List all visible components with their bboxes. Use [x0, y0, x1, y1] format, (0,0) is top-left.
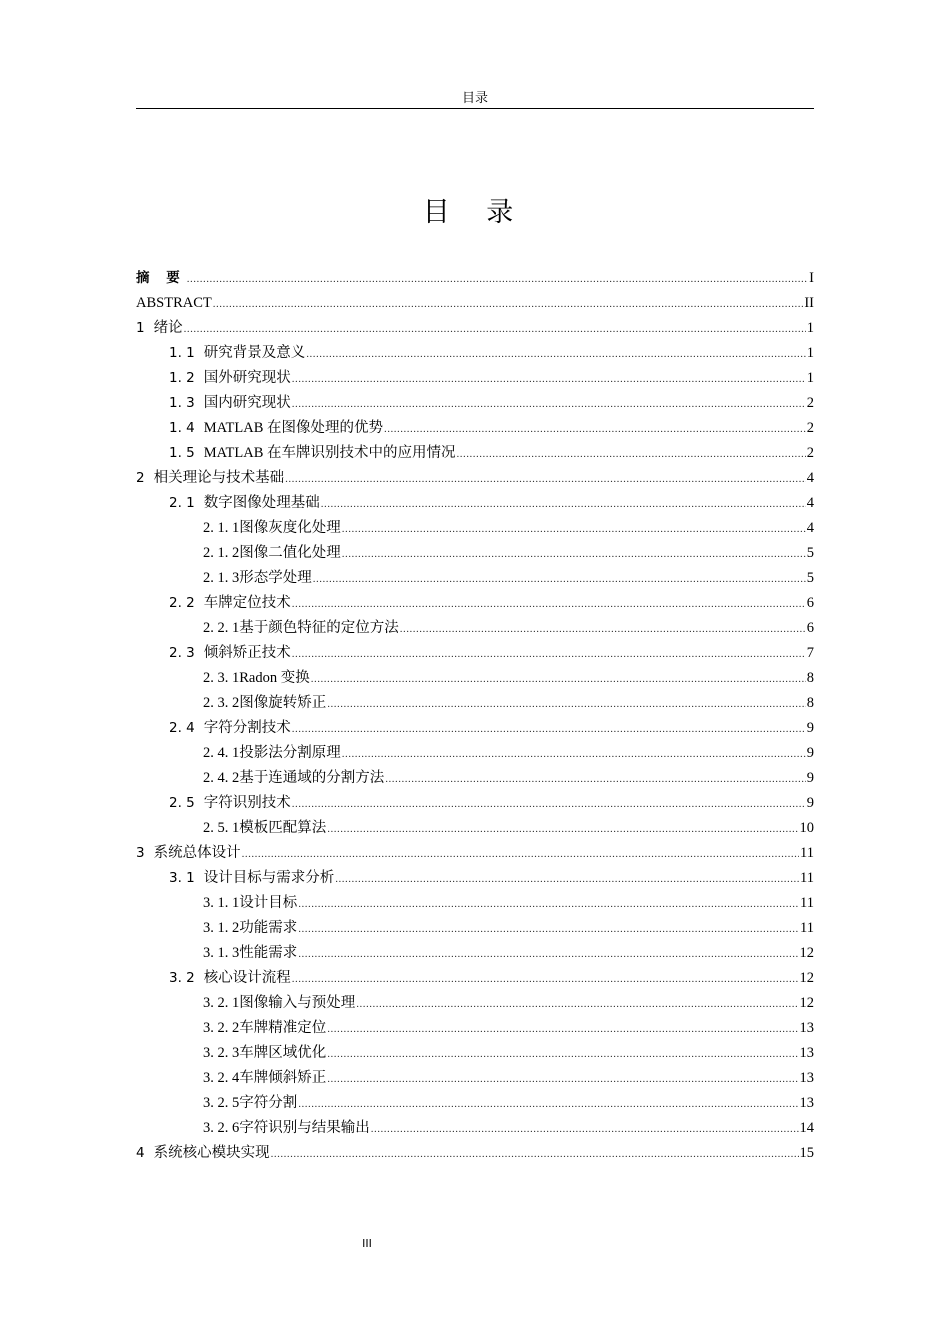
dot-leader — [184, 317, 806, 342]
toc-entry-number: 2. 1. 1 — [203, 520, 240, 536]
toc-entry-page: 5 — [806, 570, 814, 586]
toc-entry[interactable] — [136, 766, 814, 791]
toc-entry[interactable] — [136, 641, 814, 666]
dot-leader — [285, 467, 806, 492]
toc-entry-page: 5 — [806, 545, 814, 561]
dot-leader — [321, 492, 806, 517]
toc-entry[interactable] — [136, 966, 814, 991]
toc-entry-number: 1 — [136, 320, 145, 336]
dot-leader — [384, 417, 806, 442]
toc-entry-number: 2. 3. 1 — [203, 670, 240, 686]
dot-leader — [371, 1117, 799, 1142]
toc-entry-page: 7 — [806, 645, 814, 661]
toc-entry[interactable] — [136, 566, 814, 591]
toc-entry-title: 图像灰度化处理 — [239, 520, 341, 536]
toc-entry[interactable] — [136, 541, 814, 566]
toc-entry[interactable] — [136, 791, 814, 816]
toc-entry[interactable] — [136, 741, 814, 766]
toc-entry-number: 1. 5 — [169, 445, 195, 461]
toc-entry-number: 2. 1. 3 — [203, 570, 240, 586]
toc-entry-title: 图像二值化处理 — [239, 545, 341, 561]
toc-entry[interactable] — [136, 1141, 814, 1166]
toc-entry-number: 3. 1. 3 — [203, 945, 240, 961]
dot-leader — [292, 592, 806, 617]
table-of-contents — [136, 266, 814, 1166]
toc-entry-title: 国外研究现状 — [203, 370, 291, 386]
page-number: III — [362, 1237, 372, 1250]
toc-entry-page: 8 — [806, 670, 814, 686]
toc-entry-title: 形态学处理 — [239, 570, 312, 586]
toc-entry-number: 3. 2. 6 — [203, 1120, 240, 1136]
dot-leader — [271, 1142, 799, 1167]
toc-entry-title: Radon 变换 — [239, 670, 310, 686]
dot-leader — [335, 867, 799, 892]
toc-entry-page: 12 — [799, 995, 814, 1011]
dot-leader — [292, 717, 806, 742]
toc-entry-page: 13 — [799, 1020, 814, 1036]
toc-entry-page: 9 — [806, 770, 814, 786]
toc-entry-number: 2. 1. 2 — [203, 545, 240, 561]
dot-leader — [298, 892, 799, 917]
toc-entry-title: 设计目标与需求分析 — [203, 870, 335, 886]
toc-entry[interactable] — [136, 516, 814, 541]
toc-entry-page: 2 — [806, 445, 814, 461]
toc-entry-page: 13 — [799, 1045, 814, 1061]
toc-entry-title: 车牌定位技术 — [203, 595, 291, 611]
toc-entry-title: 系统核心模块实现 — [153, 1145, 270, 1161]
toc-entry-number: 1. 2 — [169, 370, 195, 386]
toc-entry[interactable] — [136, 441, 814, 466]
toc-entry-page: 12 — [799, 945, 814, 961]
dot-leader — [327, 1067, 798, 1092]
toc-entry-page: 14 — [799, 1120, 814, 1136]
toc-entry-number: 2. 4. 1 — [203, 745, 240, 761]
toc-entry-page: 6 — [806, 620, 814, 636]
toc-entry[interactable] — [136, 991, 814, 1016]
toc-entry[interactable] — [136, 866, 814, 891]
dot-leader — [292, 967, 799, 992]
toc-entry-number: 2 — [136, 470, 145, 486]
toc-entry-title: 投影法分割原理 — [239, 745, 341, 761]
toc-entry-page: 11 — [800, 845, 814, 861]
dot-leader — [292, 642, 806, 667]
toc-entry[interactable] — [136, 291, 814, 316]
toc-entry-number: 1. 1 — [169, 345, 195, 361]
toc-entry-title: 基于连通域的分割方法 — [239, 770, 385, 786]
toc-entry-title: 字符分割技术 — [203, 720, 291, 736]
toc-entry-title: 研究背景及意义 — [203, 345, 306, 361]
toc-entry[interactable] — [136, 1041, 814, 1066]
dot-leader — [306, 342, 805, 367]
dot-leader — [298, 1092, 798, 1117]
toc-entry[interactable] — [136, 1091, 814, 1116]
toc-entry-number: 3. 2. 2 — [203, 1020, 240, 1036]
toc-entry-page: 2 — [806, 395, 814, 411]
header-rule — [136, 108, 814, 109]
toc-entry-title: 系统总体设计 — [153, 845, 241, 861]
dot-leader — [213, 292, 804, 317]
page-title: 目 录 — [422, 197, 528, 228]
toc-entry-number: 3. 2. 1 — [203, 995, 240, 1011]
toc-entry[interactable] — [136, 941, 814, 966]
toc-entry-title: MATLAB 在车牌识别技术中的应用情况 — [203, 445, 456, 461]
toc-entry-page: 2 — [806, 420, 814, 436]
toc-entry-title: ABSTRACT — [136, 295, 212, 311]
toc-entry-title: 国内研究现状 — [203, 395, 291, 411]
dot-leader — [342, 517, 806, 542]
toc-entry[interactable] — [136, 391, 814, 416]
toc-entry-number: 2. 5 — [169, 795, 195, 811]
toc-entry[interactable] — [136, 416, 814, 441]
toc-entry[interactable] — [136, 466, 814, 491]
toc-entry-title: 车牌精准定位 — [239, 1020, 327, 1036]
dot-leader — [327, 817, 798, 842]
toc-entry-number: 1. 4 — [169, 420, 195, 436]
toc-entry-page: 12 — [799, 970, 814, 986]
toc-entry[interactable] — [136, 366, 814, 391]
toc-entry-page: 4 — [806, 520, 814, 536]
dot-leader — [342, 542, 806, 567]
toc-entry[interactable] — [136, 316, 814, 341]
toc-entry-number: 2. 2 — [169, 595, 195, 611]
toc-entry[interactable] — [136, 841, 814, 866]
dot-leader — [187, 267, 808, 292]
toc-entry-page: 6 — [806, 595, 814, 611]
toc-entry-title: 图像旋转矫正 — [239, 695, 327, 711]
toc-entry-page: 11 — [800, 870, 814, 886]
toc-entry-title: 字符识别技术 — [203, 795, 291, 811]
toc-entry-page: 9 — [806, 795, 814, 811]
toc-entry[interactable] — [136, 341, 814, 366]
dot-leader — [356, 992, 798, 1017]
toc-entry-page: 4 — [806, 470, 814, 486]
toc-entry-title: 图像输入与预处理 — [239, 995, 356, 1011]
running-header: 目录 — [461, 91, 488, 106]
toc-entry-page: 10 — [799, 820, 814, 836]
dot-leader — [385, 767, 806, 792]
toc-entry-number: 2. 3 — [169, 645, 195, 661]
toc-entry-page: 13 — [799, 1095, 814, 1111]
toc-entry-number: 3. 1. 2 — [203, 920, 240, 936]
toc-entry-title: 车牌区域优化 — [239, 1045, 327, 1061]
toc-entry[interactable] — [136, 616, 814, 641]
dot-leader — [327, 1017, 798, 1042]
toc-entry-page: 1 — [806, 320, 814, 336]
dot-leader — [313, 567, 806, 592]
dot-leader — [327, 692, 806, 717]
toc-entry-title: 核心设计流程 — [203, 970, 291, 986]
toc-entry[interactable] — [136, 1066, 814, 1091]
toc-entry-number: 3. 2. 5 — [203, 1095, 240, 1111]
dot-leader — [327, 1042, 798, 1067]
dot-leader — [298, 917, 799, 942]
dot-leader — [342, 742, 806, 767]
toc-entry[interactable] — [136, 1016, 814, 1041]
toc-entry-number: 3 — [136, 845, 145, 861]
toc-entry-number: 2. 5. 1 — [203, 820, 240, 836]
toc-entry[interactable] — [136, 691, 814, 716]
toc-entry-number: 2. 2. 1 — [203, 620, 240, 636]
toc-entry-title: 绪论 — [153, 320, 183, 336]
toc-entry-title: 相关理论与技术基础 — [153, 470, 285, 486]
toc-entry-title: 字符识别与结果输出 — [239, 1120, 370, 1136]
toc-entry[interactable] — [136, 916, 814, 941]
toc-entry[interactable] — [136, 266, 814, 291]
toc-entry-title: 性能需求 — [239, 945, 298, 961]
toc-entry-number: 3. 1. 1 — [203, 895, 240, 911]
toc-entry-title: MATLAB 在图像处理的优势 — [203, 420, 384, 436]
dot-leader — [298, 942, 798, 967]
dot-leader — [292, 392, 806, 417]
toc-entry-page: 1 — [806, 345, 814, 361]
toc-entry-number: 2. 4. 2 — [203, 770, 240, 786]
toc-entry-page: 11 — [800, 895, 814, 911]
toc-entry-title: 字符分割 — [239, 1095, 298, 1111]
toc-entry[interactable] — [136, 666, 814, 691]
toc-entry-page: 1 — [806, 370, 814, 386]
toc-entry[interactable] — [136, 891, 814, 916]
toc-entry-title: 车牌倾斜矫正 — [239, 1070, 327, 1086]
dot-leader — [457, 442, 806, 467]
toc-entry-page: 11 — [800, 920, 814, 936]
toc-entry-number: 3. 2. 3 — [203, 1045, 240, 1061]
dot-leader — [311, 667, 806, 692]
toc-entry-page: I — [809, 270, 814, 286]
toc-entry-number: 3. 2. 4 — [203, 1070, 240, 1086]
toc-entry-page: 15 — [799, 1145, 814, 1161]
toc-entry-number: 2. 4 — [169, 720, 195, 736]
toc-entry[interactable] — [136, 716, 814, 741]
toc-entry-title: 数字图像处理基础 — [203, 495, 320, 511]
toc-entry-title: 功能需求 — [239, 920, 298, 936]
toc-entry[interactable] — [136, 1116, 814, 1141]
toc-entry-number: 4 — [136, 1145, 145, 1161]
toc-entry-page: II — [804, 295, 814, 311]
dot-leader — [292, 367, 806, 392]
dot-leader — [400, 617, 806, 642]
toc-entry-title: 倾斜矫正技术 — [203, 645, 291, 661]
toc-entry-number: 2. 3. 2 — [203, 695, 240, 711]
toc-entry-page: 4 — [806, 495, 814, 511]
toc-entry-page: 8 — [806, 695, 814, 711]
toc-entry-title: 摘 要 — [136, 270, 186, 286]
toc-entry-number: 3. 2 — [169, 970, 195, 986]
toc-entry-title: 模板匹配算法 — [239, 820, 327, 836]
toc-entry-number: 1. 3 — [169, 395, 195, 411]
toc-entry-title: 基于颜色特征的定位方法 — [239, 620, 399, 636]
toc-entry-page: 13 — [799, 1070, 814, 1086]
toc-entry-number: 3. 1 — [169, 870, 195, 886]
toc-entry-page: 9 — [806, 720, 814, 736]
dot-leader — [242, 842, 799, 867]
toc-entry[interactable] — [136, 491, 814, 516]
toc-entry-title: 设计目标 — [239, 895, 298, 911]
toc-entry[interactable] — [136, 591, 814, 616]
toc-entry[interactable] — [136, 816, 814, 841]
toc-entry-page: 9 — [806, 745, 814, 761]
toc-entry-number: 2. 1 — [169, 495, 195, 511]
dot-leader — [292, 792, 806, 817]
